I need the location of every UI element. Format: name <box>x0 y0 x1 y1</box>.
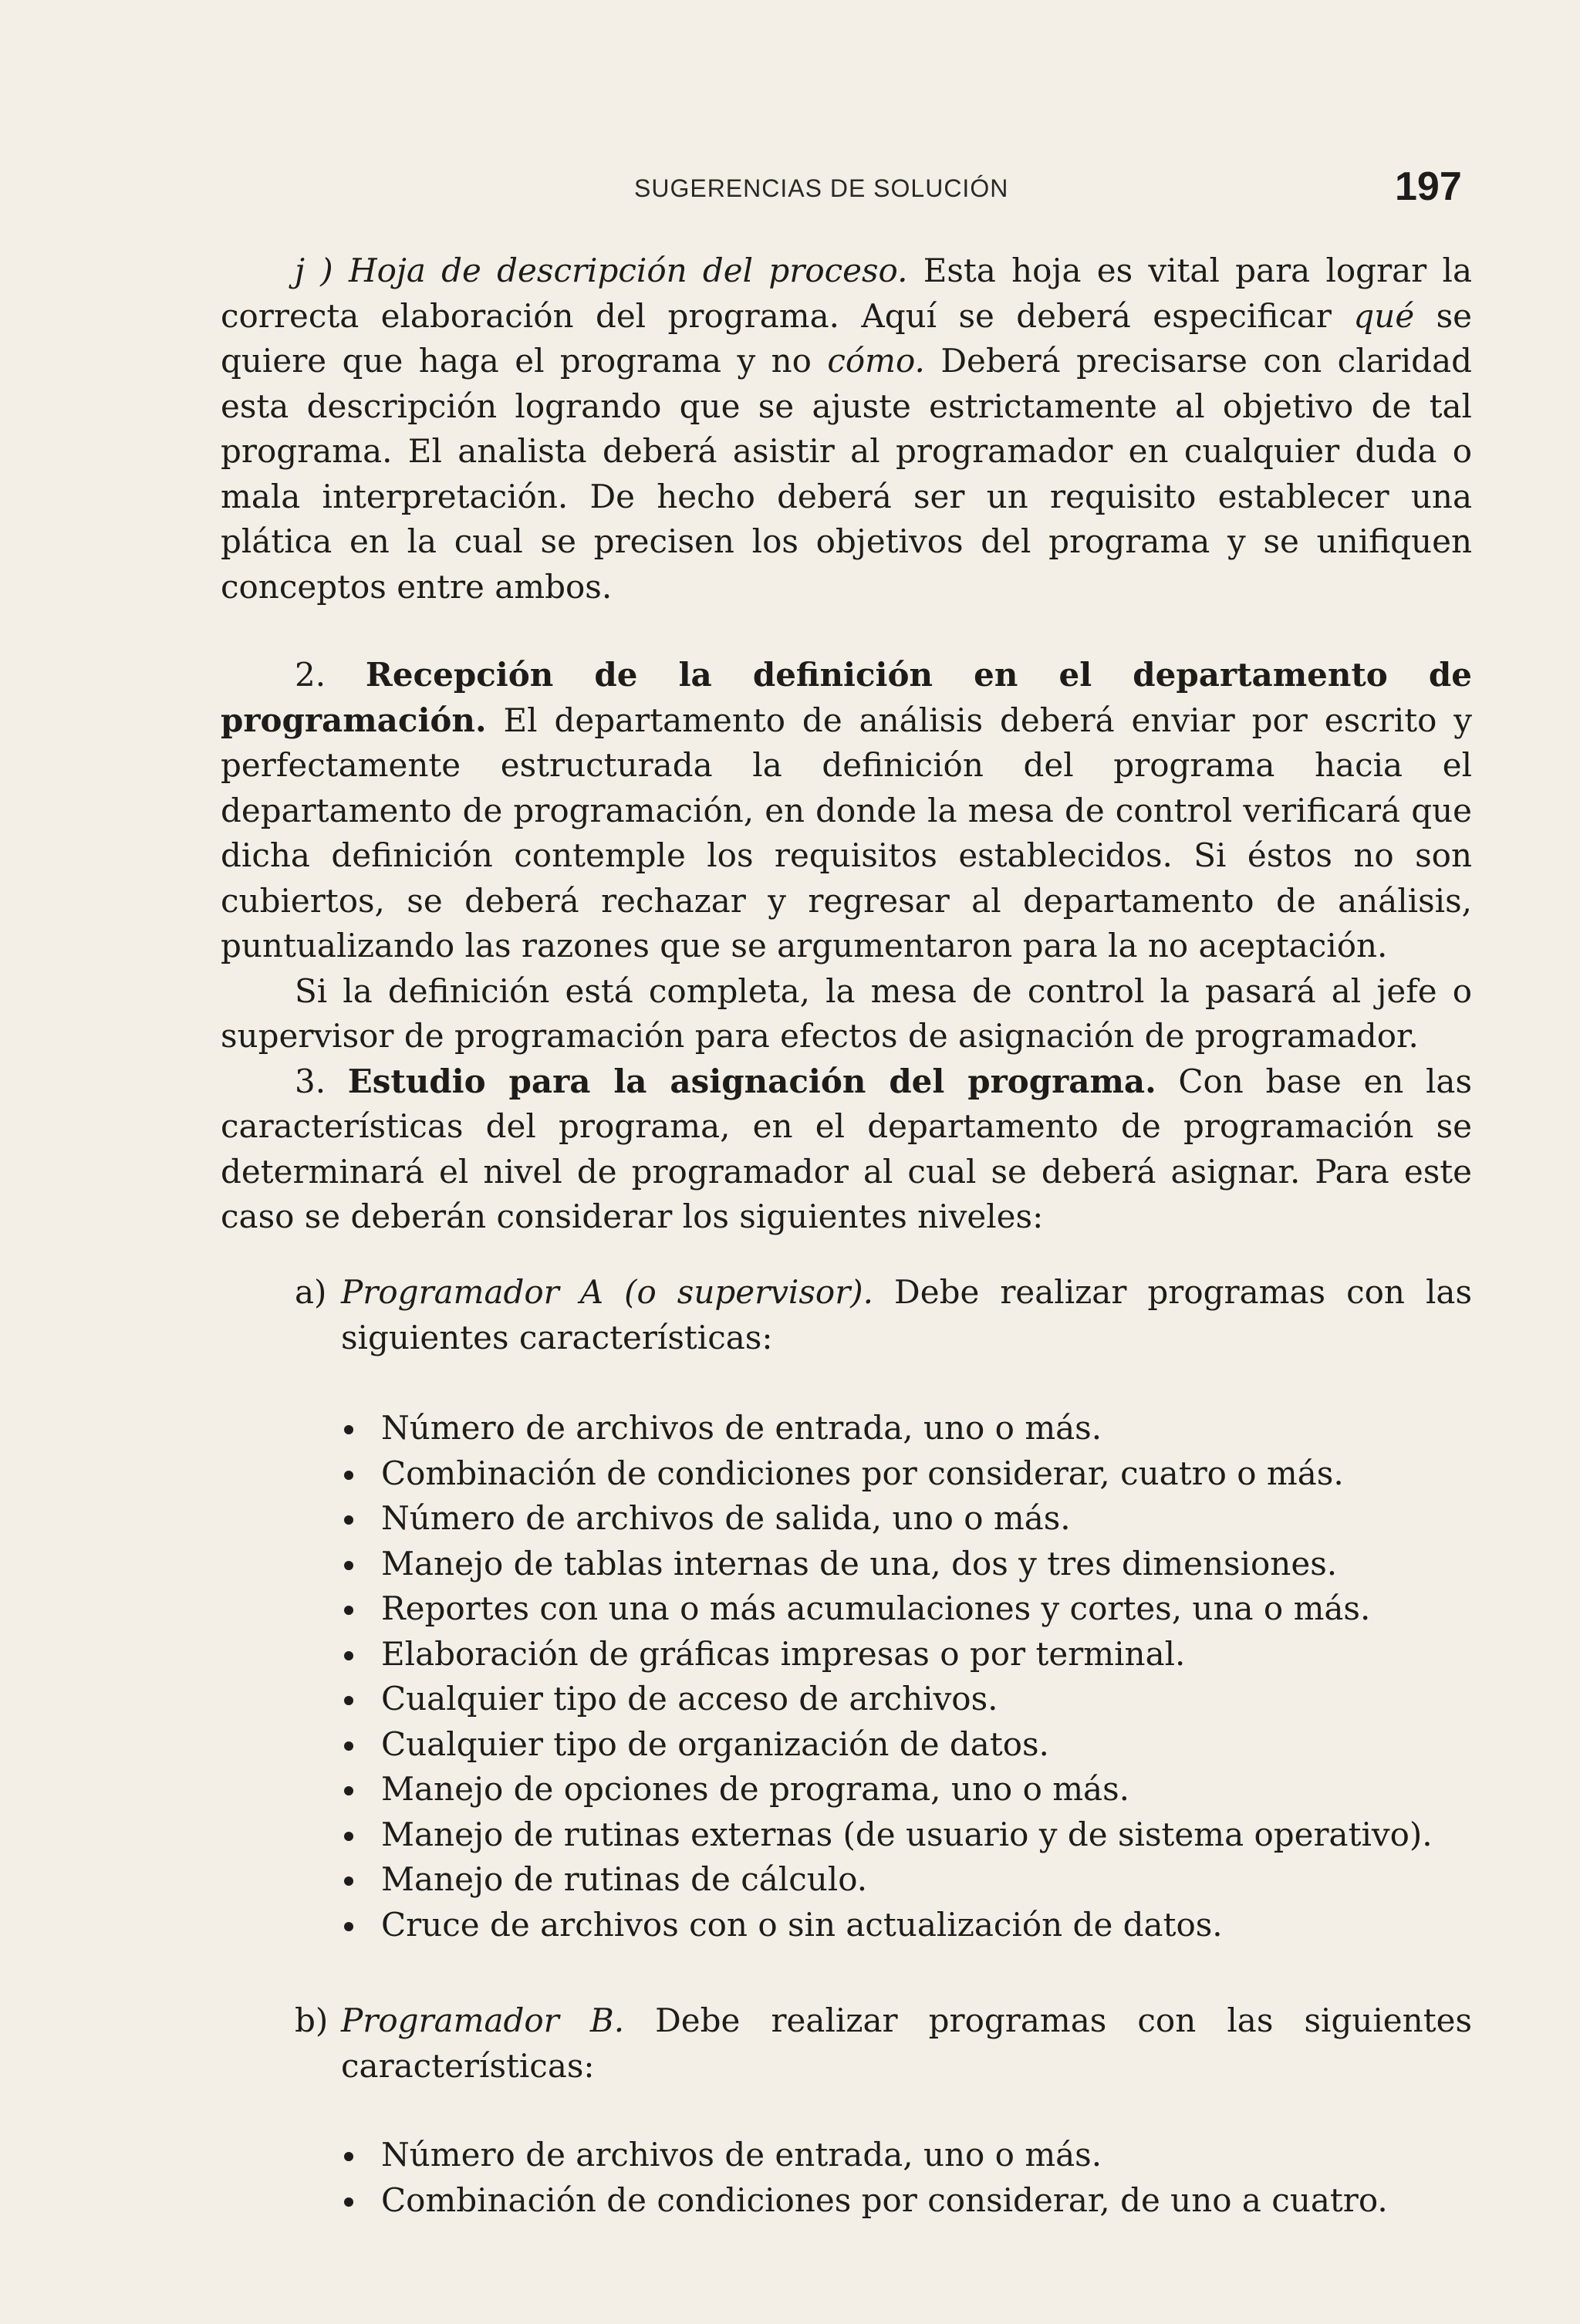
bullet-item <box>341 1542 1472 1587</box>
page-number: 197 <box>1395 164 1462 209</box>
item-a-paragraph <box>341 1270 1472 1360</box>
bullet-dot-icon <box>344 1786 353 1795</box>
item-j-text-1: Esta hoja es vital para lograr la correcta elaboración del programa. Aquí se deberá especificar <box>221 252 1472 335</box>
section-3-heading: Estudio para la asignación del programa. <box>347 1062 1156 1100</box>
bullet-item <box>341 1767 1472 1812</box>
bullet-text: Número de archivos de salida, uno o más. <box>381 1499 1071 1537</box>
item-b-text: Debe realizar programas con las siguientes características: <box>341 2001 1473 2085</box>
section-2-number: 2. <box>295 656 326 694</box>
bullet-item <box>341 1451 1472 1497</box>
bullet-text: Reportes con una o más acumulaciones y cortes, una o más. <box>381 1589 1371 1627</box>
item-a-bullet-list <box>341 1406 1472 1947</box>
item-b-paragraph <box>341 1998 1472 2089</box>
item-j-paragraph <box>221 248 1472 610</box>
bullet-dot-icon <box>344 1651 353 1660</box>
running-head: SUGERENCIAS DE SOLUCIÓN <box>634 174 1009 202</box>
bullet-dot-icon <box>344 1425 353 1434</box>
section-3-number: 3. <box>295 1062 326 1100</box>
bullet-dot-icon <box>344 1471 353 1480</box>
bullet-item <box>341 1406 1472 1451</box>
section-2-paragraph <box>221 653 1472 1240</box>
item-b-title: Programador B. <box>341 2001 625 2039</box>
item-j-title: Hoja de descripción del proceso. <box>348 252 908 289</box>
bullet-dot-icon <box>344 1515 353 1525</box>
bullet-dot-icon <box>344 1832 353 1841</box>
bullet-text: Combinación de condiciones por considerar, de uno a cuatro. <box>381 2180 1388 2219</box>
bullet-text: Elaboración de gráficas impresas o por terminal. <box>381 1634 1186 1673</box>
item-j-text-2: se quiere que haga el programa y no <box>221 296 1472 380</box>
bullet-text: Cualquier tipo de acceso de archivos. <box>381 1680 998 1718</box>
item-j-emph-como: cómo. <box>827 342 925 380</box>
bullet-item <box>341 1903 1472 1948</box>
bullet-item <box>341 1857 1472 1903</box>
bullet-text: Número de archivos de entrada, uno o más. <box>381 1409 1102 1447</box>
section-2-heading: Recepción de la definición en el departamento de programación. <box>221 656 1472 739</box>
item-j-label: j ) <box>295 252 333 289</box>
bullet-item <box>341 1722 1472 1768</box>
section-3-text: Con base en las características del programa, en el departamento de programación se determinará el nivel de programador al cual se deberá asignar. Para este caso se deberán considerar los siguientes niveles: <box>221 1062 1472 1235</box>
bullet-dot-icon <box>344 2197 353 2207</box>
bullet-text: Cualquier tipo de organización de datos. <box>381 1724 1049 1763</box>
bullet-item <box>341 2133 1472 2178</box>
bullet-text: Combinación de condiciones por considerar, cuatro o más. <box>381 1454 1344 1492</box>
bullet-item <box>341 1812 1472 1858</box>
bullet-text: Manejo de tablas internas de una, dos y tres dimensiones. <box>381 1544 1338 1583</box>
bullet-text: Cruce de archivos con o sin actualización de datos. <box>381 1905 1223 1944</box>
section-2-text: El departamento de análisis deberá enviar por escrito y perfectamente estructurada la definición del programa hacia el departamento de programación, en donde la mesa de control verificará que dicha definición contemple los requisitos establecidos. Si éstos no son cubiertos, se deberá rechazar y regresar al departamento de análisis, puntualizando las razones que se argumentaron para la no aceptación. <box>221 701 1472 964</box>
item-j-emph-que: qué <box>1353 296 1415 335</box>
section-2-text-2: Si la definición está completa, la mesa de control la pasará al jefe o supervisor de programación para efectos de asignación de programador. <box>221 971 1472 1055</box>
bullet-item <box>341 1496 1472 1542</box>
bullet-dot-icon <box>344 1561 353 1570</box>
item-a-text: Debe realizar programas con las siguientes características: <box>341 1273 1473 1356</box>
bullet-text: Manejo de opciones de programa, uno o más. <box>381 1770 1129 1808</box>
bullet-dot-icon <box>344 1741 353 1751</box>
bullet-text: Manejo de rutinas externas (de usuario y de sistema operativo). <box>381 1815 1433 1853</box>
item-a-label: a) <box>295 1273 327 1311</box>
bullet-item <box>341 1632 1472 1677</box>
bullet-item <box>341 2178 1472 2224</box>
bullet-item <box>341 1677 1472 1722</box>
item-j-text-3: Deberá precisarse con claridad esta descripción logrando que se ajuste estrictamente al objetivo de tal programa. El analista deberá asistir al programador en cualquier duda o mala interpretación. De hecho deberá ser un requisito establecer una plática en la cual se precisen los objetivos del programa y se unifiquen conceptos entre ambos. <box>221 342 1472 606</box>
item-a-title: Programador A (o supervisor). <box>341 1273 874 1311</box>
bullet-dot-icon <box>344 1606 353 1615</box>
bullet-dot-icon <box>344 2152 353 2161</box>
bullet-dot-icon <box>344 1696 353 1705</box>
bullet-dot-icon <box>344 1922 353 1931</box>
bullet-text: Manejo de rutinas de cálculo. <box>381 1860 868 1898</box>
item-b-label: b) <box>295 2001 329 2039</box>
bullet-text: Número de archivos de entrada, uno o más. <box>381 2136 1102 2174</box>
bullet-dot-icon <box>344 1876 353 1886</box>
bullet-item <box>341 1586 1472 1632</box>
item-b-bullet-list <box>341 2133 1472 2223</box>
